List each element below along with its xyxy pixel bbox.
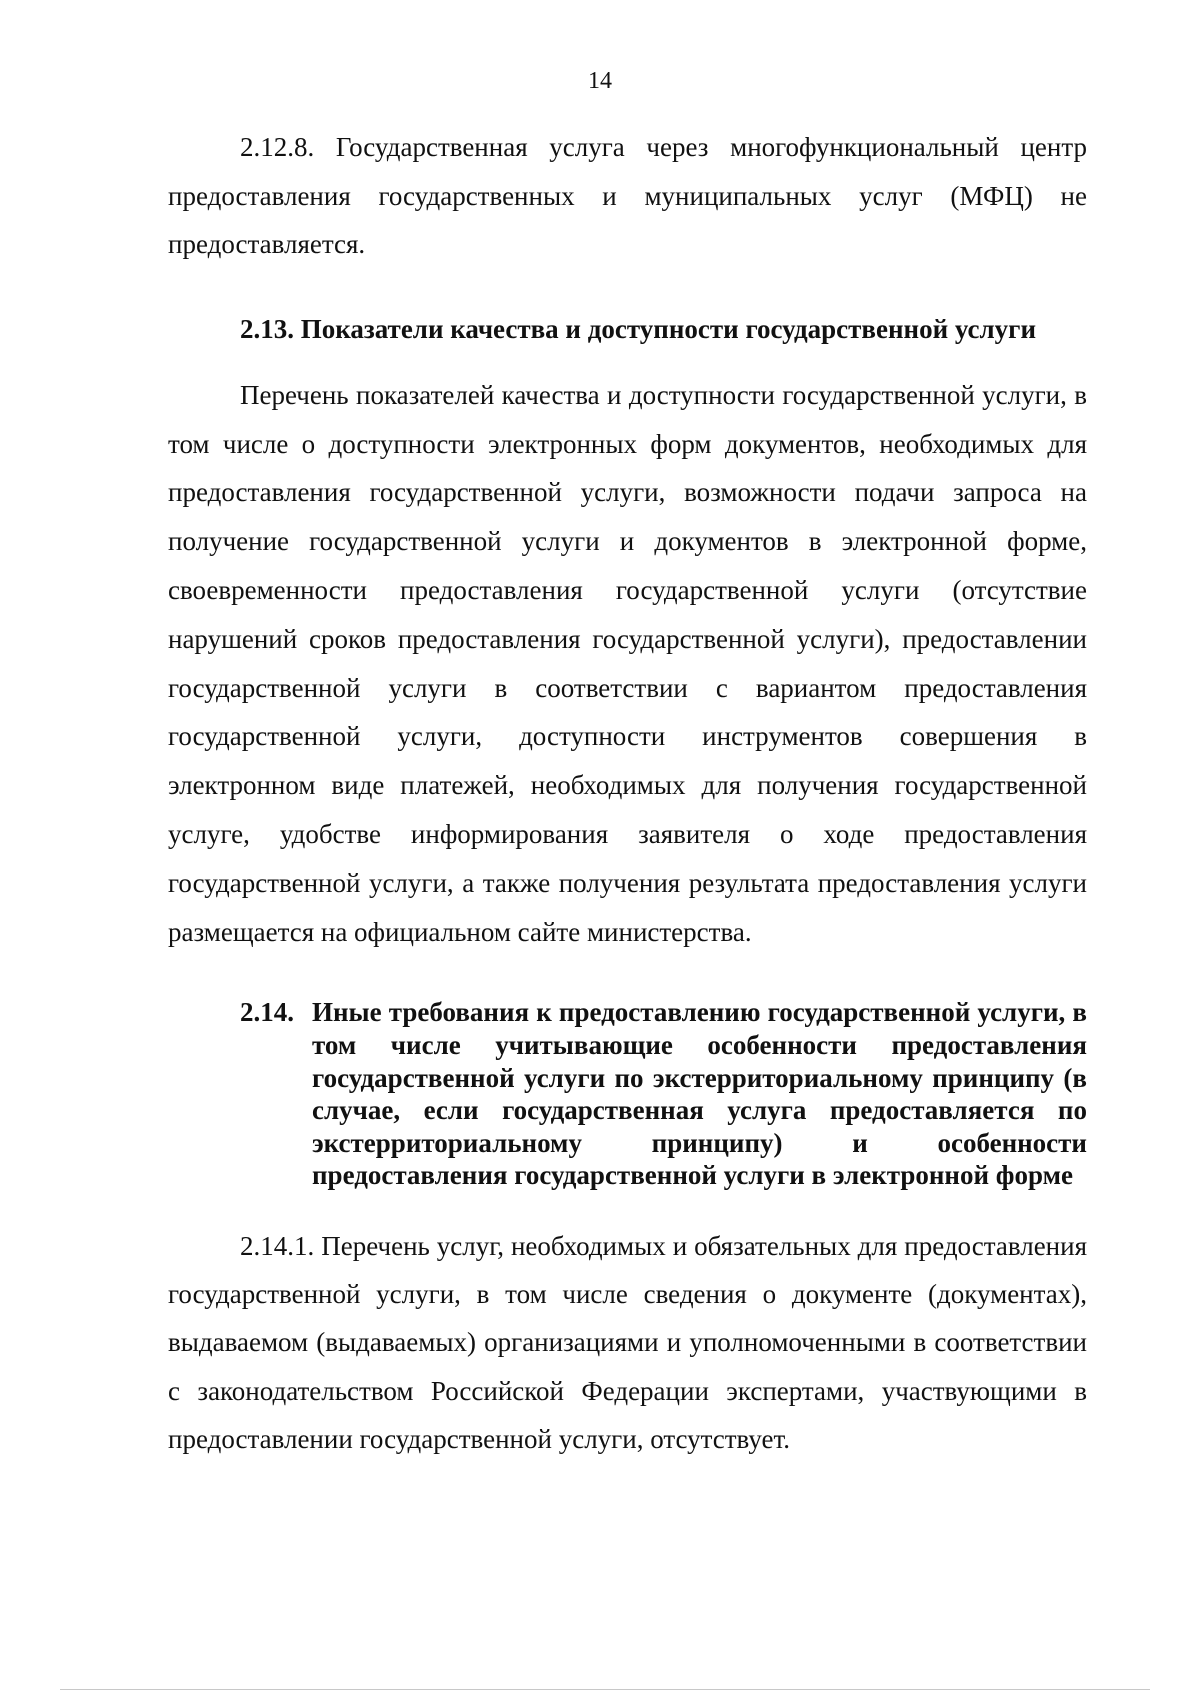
page-number: 14 [588, 68, 612, 94]
section-heading-2-13: 2.13. Показатели качества и доступности государственной услуги [240, 313, 1036, 344]
section-number-2-14: 2.14. [240, 997, 294, 1028]
paragraph-2-12-8: 2.12.8. Государственная услуга через многофункциональный центр предоставления государственных и муниципальных услуг (МФЦ) не предоставляется. [168, 132, 1087, 260]
scan-edge-line [60, 1689, 1150, 1690]
paragraph-2-13: Перечень показателей качества и доступности государственной услуги, в том числе о доступности электронных форм документов, необходимых для предоставления государственной услуги, возможности подачи запроса на получение государственной услуги и документов в электронной форме, своевременности предоставления государственной услуги (отсутствие нарушений сроков предоставления государственной услуги), предоставлении государственной услуги в соответствии с вариантом предоставления государственной услуги, доступности инструментов совершения в электронном виде платежей, необходимых для получения государственной услуге, удобстве информирования заявителя о ходе предоставления государственной услуги, а также получения результата предоставления услуги размещается на официальном сайте министерства. [168, 379, 1087, 947]
section-title-2-14: Иные требования к предоставлению государственной услуги, в том числе учитывающие особенности предоставления государственной услуги по экстерриториальному принципу (в случае, если государственная услуга предоставляется по экстерриториальному принципу) и особенности предоставления государственной услуги в электронной форме [312, 997, 1087, 1191]
paragraph-2-14-1: 2.14.1. Перечень услуг, необходимых и обязательных для предоставления государственной услуги, в том числе сведения о документе (документах), выдаваемом (выдаваемых) организациями и уполномоченными в соответствии с законодательством Российской Федерации экспертами, участвующими в предоставлении государственной услуги, отсутствует. [168, 1230, 1087, 1454]
section-heading-2-14 [168, 996, 1087, 1192]
document-body [168, 123, 1087, 1463]
